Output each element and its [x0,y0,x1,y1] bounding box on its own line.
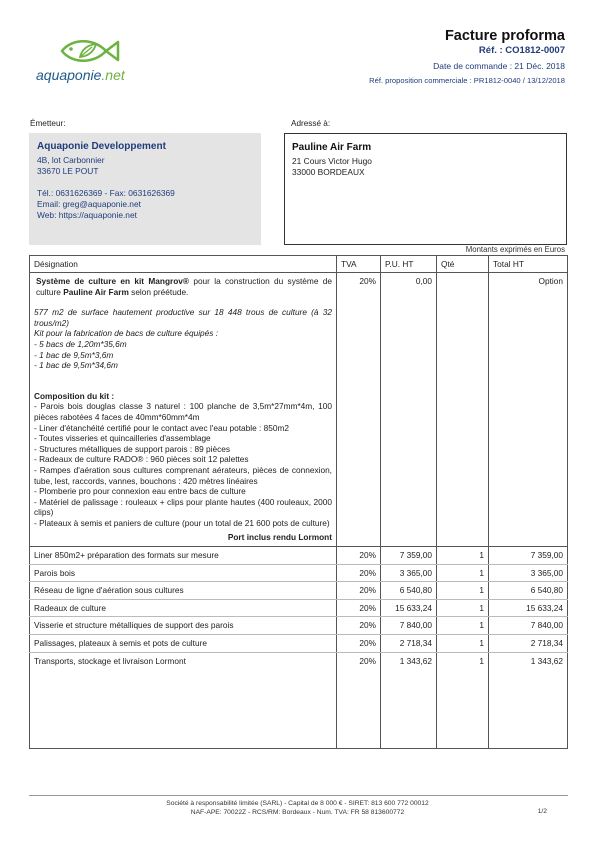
document-header [369,28,565,85]
kit-total: Option [489,273,568,547]
kit-tva: 20% [337,273,381,547]
table-row: Transports, stockage et livraison Lormont 20% 1 343,62 1 1 343,62 [30,652,568,748]
recipient-name: Pauline Air Farm [292,142,372,153]
emitter-label: Émetteur: [30,119,66,128]
emitter-email: Email: greg@aquaponie.net [37,199,141,209]
emitter-name: Aquaponie Developpement [37,141,166,152]
emitter-website: Web: https://aquaponie.net [37,210,137,220]
kit-description: Système de culture en kit Mangrov® pour la construction du système de culture Pauline Air Farm selon préétude. 577 m2 de surface hautement productive sur 18 448 trous de culture (à 32 trous/m2) Kit pour la fabrication de bacs de culture équipés : - 5 bacs de 1,20m*35,6m - 1 bac de 9,5m*3,6m - 1 bac de 9,5m*34,6m Composition du kit : - Parois bois douglas classe 3 naturel : 100 planche de 3,5m*27mm*4m, 100 pièces rabotées 4 faces de 40mm*60mm*4m - Liner d'étanchéité certifié pour le contact avec l'eau potable : 850m2 - Toutes visseries et quincailleries d'assemblage - Structures métalliques de support parois : 89 pièces - Radeaux de culture RADO® : 960 pièces soit 12 palettes - Rampes d'aération sous cultures comprenant aérateurs, pièces de connexion, tube, lest, raccords, vannes, bouchons : 420 mètres linéaires - Plomberie pro pour connexion eau entre bacs de culture - Matériel de palissage : rouleaux + clips pour plante hautes (400 rouleaux, 2000 clips) - Plateaux à semis et paniers de culture (pour un total de 21 600 pots de culture) Port inclus rendu Lormont [30,273,337,547]
fish-leaf-icon [56,34,136,68]
col-quantity: Qté [437,256,489,273]
currency-note: Montants exprimés en Euros [465,245,565,254]
document-title: Facture proforma [444,28,565,44]
col-tva: TVA [337,256,381,273]
col-total: Total HT [489,256,568,273]
shipping-note: Port inclus rendu Lormont [227,532,332,543]
document-reference: Réf. : CO1812-0007 [478,45,565,56]
footer-divider [29,795,568,796]
footer-legal-1: Société à responsabilité limitée (SARL) - Capital de 8 000 € - SIRET: 813 600 772 00012 [166,800,429,807]
emitter-box [29,133,261,245]
logo-wordmark: aquaponie.net [36,67,125,83]
table-row: Radeaux de culture 20% 15 633,24 1 15 633,24 [30,599,568,617]
footer-legal-2: NAF-APE: 70022Z - RCS/RM: Bordeaux - Num. TVA: FR 58 813600772 [190,809,405,816]
table-row: Réseau de ligne d'aération sous cultures 20% 6 540,80 1 6 540,80 [30,582,568,600]
recipient-box [284,133,567,245]
proposal-reference: Réf. proposition commerciale : PR1812-0040 / 13/12/2018 [369,76,565,85]
table-row-kit [30,273,568,547]
recipient-address-1: 21 Cours Victor Hugo [292,156,372,166]
table-row: Visserie et structure métalliques de support des parois 20% 7 840,00 1 7 840,00 [30,617,568,635]
invoice-table [29,255,568,749]
table-header-row [30,256,568,273]
recipient-label: Adressé à: [291,119,331,128]
recipient-address-2: 33000 BORDEAUX [292,167,365,177]
order-date: Date de commande : 21 Déc. 2018 [433,61,565,71]
col-unit-price: P.U. HT [381,256,437,273]
kit-quantity [437,273,489,547]
col-designation: Désignation [30,256,337,273]
emitter-address-2: 33670 LE POUT [37,166,99,176]
emitter-phone: Tél.: 0631626369 - Fax: 0631626369 [37,188,175,198]
page-number: 1/2 [537,808,547,815]
emitter-address-1: 4B, lot Carbonnier [37,155,105,165]
table-row: Liner 850m2+ préparation des formats sur mesure 20% 7 359,00 1 7 359,00 [30,547,568,565]
kit-unit-price: 0,00 [381,273,437,547]
table-row: Parois bois 20% 3 365,00 1 3 365,00 [30,564,568,582]
table-row: Palissages, plateaux à semis et pots de culture 20% 2 718,34 1 2 718,34 [30,635,568,653]
company-logo [36,34,146,86]
